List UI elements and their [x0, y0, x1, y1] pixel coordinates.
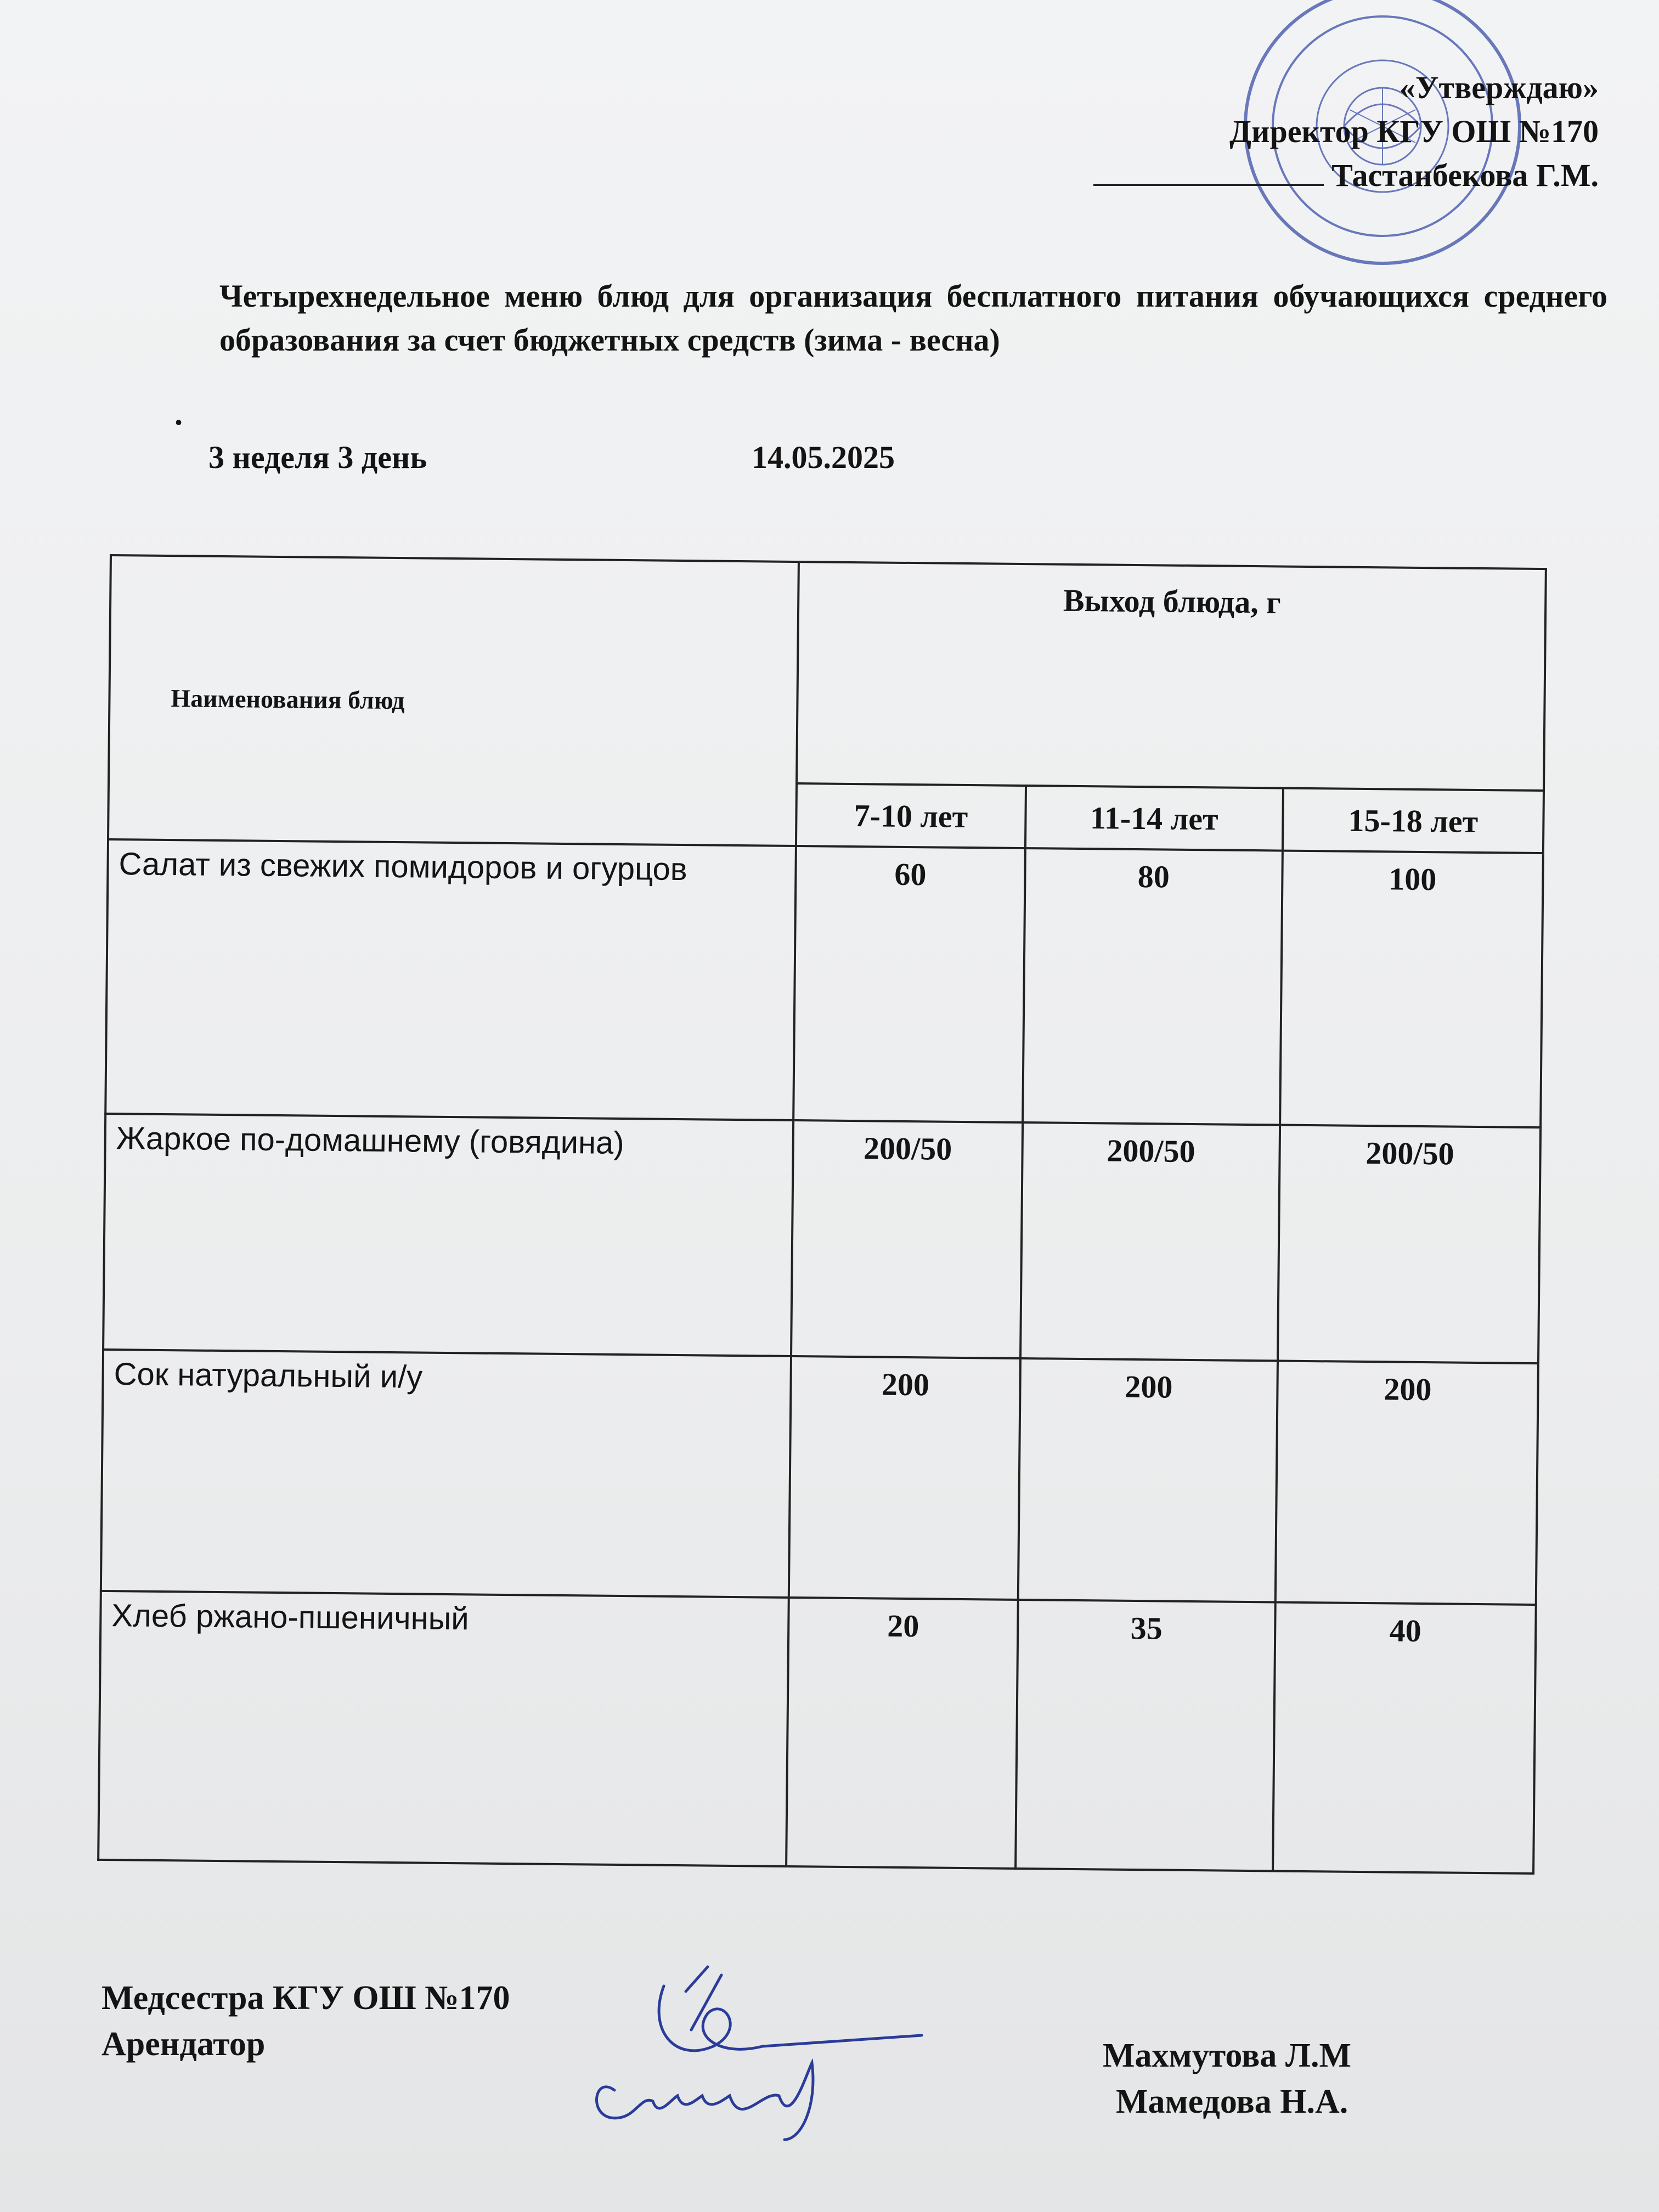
portion-value: 200/50: [791, 1120, 1023, 1358]
table-header-row: [109, 555, 1546, 791]
portion-value: 60: [793, 846, 1025, 1122]
document-title: Четырехнедельное меню блюд для организация бесплатного питания обучающихся среднего образования за счет бюджетных средств (зима - весна): [219, 278, 1607, 358]
approval-name: Тастанбекова Г.М.: [1331, 157, 1599, 193]
dish-name: Сок натуральный и/у: [101, 1350, 791, 1598]
portion-value: 200: [789, 1356, 1020, 1600]
tenant-name: Мамедова Н.А.: [1116, 2083, 1348, 2120]
portion-value: 40: [1273, 1602, 1536, 1874]
output-header: Выход блюда, г: [797, 562, 1546, 791]
footer-names: [1103, 2033, 1351, 2125]
dish-name: Салат из свежих помидоров и огурцов: [105, 839, 796, 1120]
handwritten-signature-icon: [582, 1964, 966, 2145]
portion-value: 200: [1276, 1361, 1538, 1605]
age-group-11-14: 11-14 лет: [1025, 786, 1283, 850]
dish-name: Хлеб ржано-пшеничный: [98, 1591, 789, 1866]
portion-value: 200: [1018, 1358, 1278, 1602]
portion-value: 100: [1280, 851, 1543, 1128]
portion-value: 80: [1023, 848, 1283, 1125]
approval-position: Директор КГУ ОШ №170: [1229, 114, 1599, 149]
menu-date: 14.05.2025: [752, 439, 895, 475]
portion-value: 20: [786, 1598, 1018, 1869]
portion-value: 200/50: [1278, 1125, 1541, 1364]
nurse-name: Махмутова Л.М: [1103, 2037, 1352, 2074]
dish-name: Жаркое по-домашнему (говядина): [103, 1114, 793, 1356]
table-row: [101, 1350, 1538, 1605]
table-row: [98, 1591, 1536, 1874]
menu-table: [97, 554, 1547, 1875]
portion-value: 200/50: [1020, 1122, 1280, 1361]
nurse-position: Медсестра КГУ ОШ №170: [101, 1979, 510, 2017]
approval-signatory: [1093, 154, 1599, 198]
age-group-15-18: 15-18 лет: [1283, 788, 1544, 854]
footer-positions: [101, 1975, 510, 2067]
portion-value: 35: [1015, 1600, 1276, 1871]
tenant-position: Арендатор: [101, 2025, 266, 2063]
approval-heading: «Утверждаю»: [1399, 70, 1599, 105]
signature-line: [1093, 184, 1324, 186]
week-day-label: 3 неделя 3 день: [208, 439, 427, 475]
approval-block: [1093, 66, 1599, 198]
table-row: [103, 1114, 1541, 1363]
dish-name-header: Наименования блюд: [108, 555, 799, 846]
age-group-7-10: 7-10 лет: [796, 783, 1026, 848]
bullet-dot: .: [174, 396, 183, 432]
table-row: [105, 839, 1543, 1127]
